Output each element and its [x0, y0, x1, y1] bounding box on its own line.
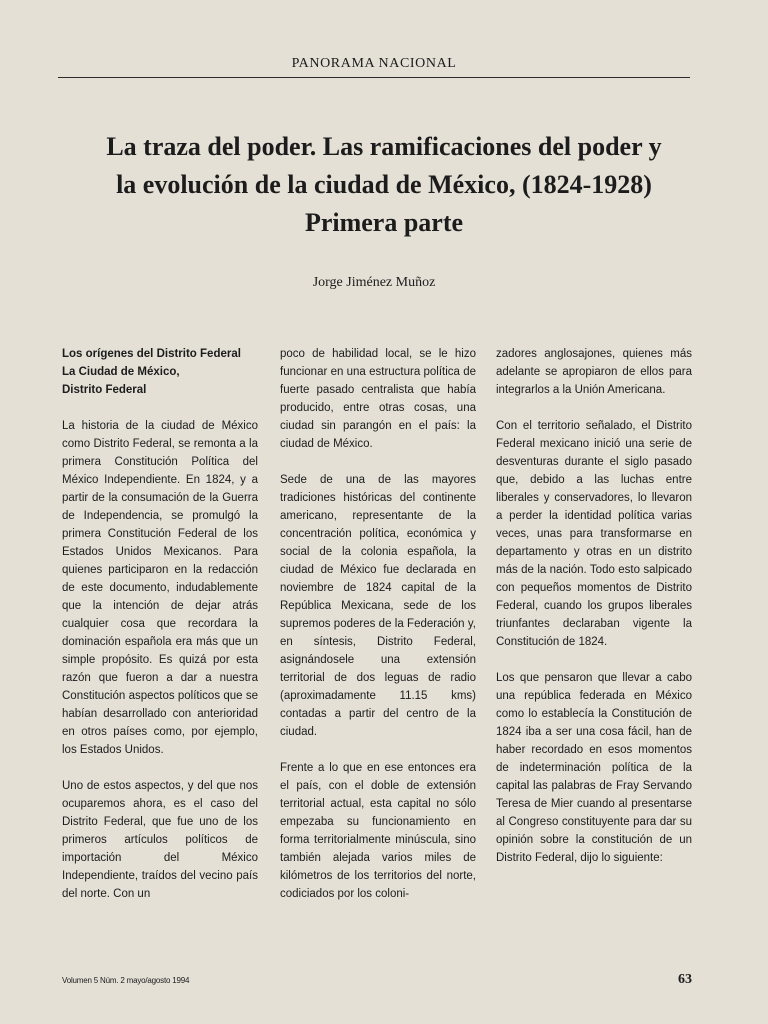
heading-line-2: La Ciudad de México, [62, 366, 180, 378]
text-column-2 [280, 345, 476, 921]
article-author: Jorge Jiménez Muñoz [312, 275, 436, 290]
article-title [40, 128, 728, 242]
title-line-2: la evolución de la ciudad de México, (1824-1928) [116, 170, 652, 199]
paragraph: Con el territorio señalado, el Distrito Federal mexicano inició una serie de desventuras durante el siglo pasado que, debido a las luchas entre liberales y conservadores, lo llevaron a perder la identidad política varias veces, unas para transformarse en departamento y otras en un distrito más de la nación. Todo esto salpicado con pequeños momentos de Distrito Federal, cuando los grupos liberales triunfantes declaraban vigente la Constitución de 1824. [496, 420, 692, 648]
title-line-3: Primera parte [304, 208, 464, 237]
page-number: 63 [678, 972, 692, 987]
section-heading [62, 345, 258, 399]
issue-info: Volumen 5 Núm. 2 mayo/agosto 1994 [62, 976, 190, 985]
heading-line-3: Distrito Federal [62, 384, 147, 396]
heading-line-1: Los orígenes del Distrito Federal [62, 348, 241, 360]
paragraph: Uno de estos aspectos, y del que nos ocuparemos ahora, es el caso del Distrito Federal, que fue uno de los primeros artículos políticos de importación del México Independiente, traídos del vecino país del norte. Con un [62, 780, 258, 900]
paragraph: zadores anglosajones, quienes más adelante se apropiaron de ellos para integrarlos a la Unión Americana. [496, 348, 692, 396]
text-column-3 [496, 345, 692, 885]
section-header: PANORAMA NACIONAL [291, 56, 457, 71]
paragraph: Frente a lo que en ese entonces era el país, con el doble de extensión territorial actual, esta capital no sólo empezaba su funcionamiento en forma territorialmente minúscula, sino también alejada varios miles de kilómetros de los territorios del norte, codiciados por los coloni- [280, 762, 476, 900]
header-rule [58, 77, 690, 78]
title-line-1: La traza del poder. Las ramificaciones del poder y [106, 132, 662, 161]
paragraph: poco de habilidad local, se le hizo funcionar en una estructura política de fuerte pasado centralista que había producido, entre otras cosas, una ciudad sin parangón en el país: la ciudad de México. [280, 348, 476, 450]
paragraph: Sede de una de las mayores tradiciones históricas del continente americano, representante de la concentración política, económica y social de la colonia española, la ciudad de México fue declarada en noviembre de 1824 capital de la República Mexicana, sede de los supremos poderes de la Federación y, en síntesis, Distrito Federal, asignándosele una extensión territorial de dos leguas de radio (aproximadamente 11.15 kms) contadas a partir del centro de la ciudad. [280, 474, 476, 738]
paragraph: La historia de la ciudad de México como Distrito Federal, se remonta a la primera Constitución Política del México Independiente. En 1824, y a partir de la consumación de la Guerra de Independencia, se promulgó la primera Constitución Federal de los Estados Unidos Mexicanos. Para quienes participaron en la redacción de este documento, indudablemente que la intención de dejar atrás cualquier cosa que recordara la dominación española era más que un simple propósito. Es quizá por esta razón que fueron a dar a nuestra Constitución aspectos políticos que se habían desarrollado con anterioridad en otros países como, por ejemplo, los Estados Unidos. [62, 420, 258, 756]
text-column-1 [62, 345, 258, 921]
paragraph: Los que pensaron que llevar a cabo una república federada en México como lo establecía la Constitución de 1824 iba a ser una cosa fácil, han de haber recordado en esos momentos de indeterminación política de la capital las palabras de Fray Servando Teresa de Mier cuando al presentarse al Congreso constituyente para dar su opinión sobre la constitución de un Distrito Federal, dijo lo siguiente: [496, 672, 692, 864]
